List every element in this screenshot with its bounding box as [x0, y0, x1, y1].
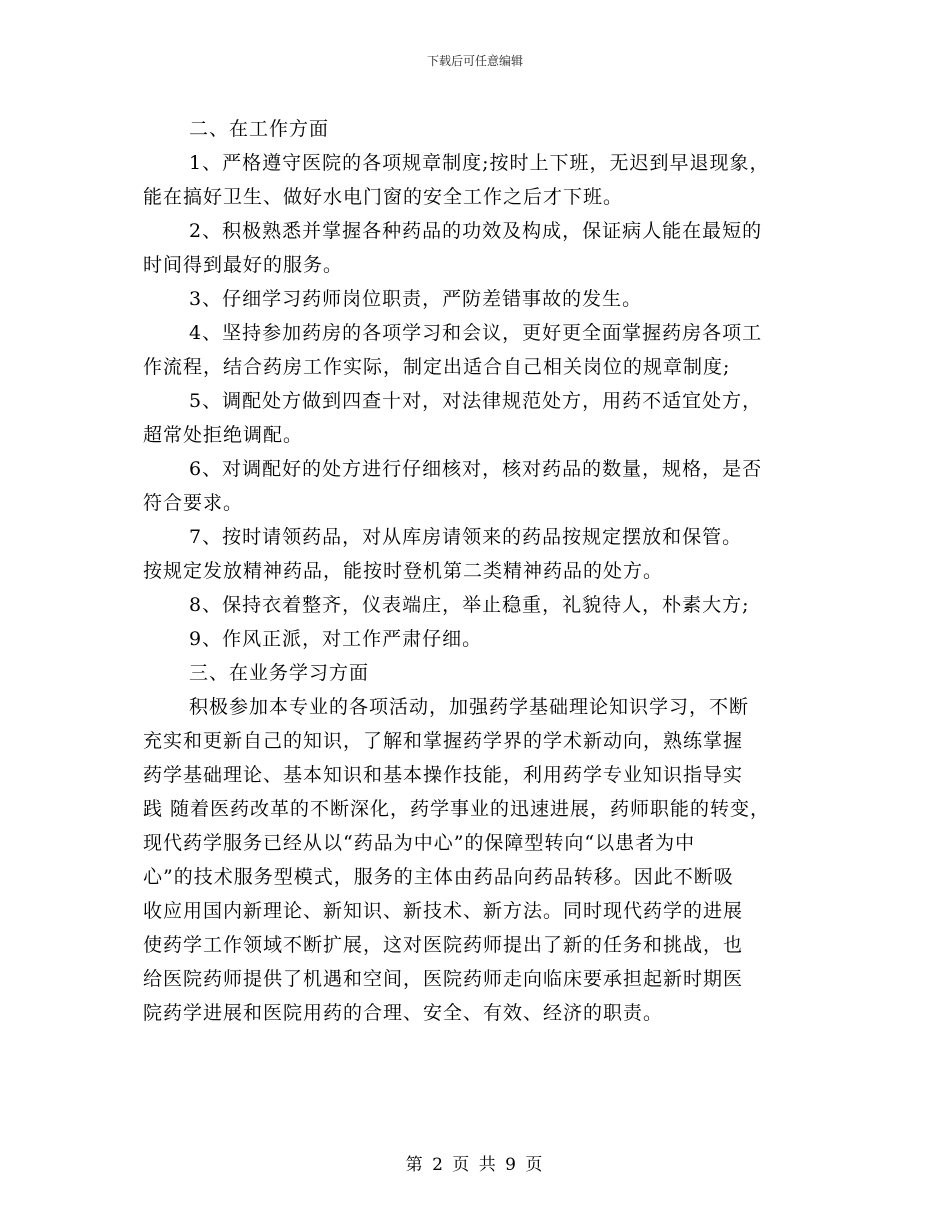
page-header: 下载后可任意编辑 [426, 54, 523, 68]
text-line: 1、严格遵守医院的各项规章制度;按时上下班，无迟到早退现象， [189, 152, 770, 174]
text-line: 给医院药师提供了机遇和空间，医院药师走向临床要承担起新时期医 [143, 968, 744, 990]
document-body [143, 112, 823, 1030]
text-line: 三、在业务学习方面 [189, 662, 370, 684]
text-line: 药学基础理论、基本知识和基本操作技能，利用药学专业知识指导实 [143, 764, 744, 786]
text-line: 院药学进展和医院用药的合理、安全、有效、经济的职责。 [143, 1002, 664, 1024]
text-line: 积极参加本专业的各项活动，加强药学基础理论知识学习，不断 [189, 696, 750, 718]
text-line: 符合要求。 [143, 492, 244, 514]
text-line: 6、对调配好的处方进行仔细核对，核对药品的数量，规格，是否 [189, 458, 763, 480]
text-line: 作流程，结合药房工作实际，制定出适合自己相关岗位的规章制度; [143, 356, 731, 378]
text-line: 充实和更新自己的知识，了解和掌握药学界的学术新动向，熟练掌握 [143, 730, 744, 752]
text-line: 5、调配处方做到四查十对，对法律规范处方，用药不适宜处方， [189, 390, 763, 412]
text-line: 心”的技术服务型模式，服务的主体由药品向药品转移。因此不断吸 [143, 866, 734, 888]
text-line: 9、作风正派，对工作严肃仔细。 [189, 628, 483, 650]
page-number-footer: 第 2 页 共 9 页 [405, 1155, 545, 1175]
text-line: 超常处拒绝调配。 [143, 424, 304, 446]
text-line: 8、保持衣着整齐，仪表端庄，举止稳重，礼貌待人，朴素大方; [189, 594, 750, 616]
text-line: 时间得到最好的服务。 [143, 254, 344, 276]
text-line: 使药学工作领域不断扩展，这对医院药师提出了新的任务和挑战，也 [143, 934, 744, 956]
text-line: 2、积极熟悉并掌握各种药品的功效及构成，保证病人能在最短的 [189, 220, 763, 242]
text-line: 二、在工作方面 [189, 118, 330, 140]
text-line: 收应用国内新理论、新知识、新技术、新方法。同时现代药学的进展 [143, 900, 744, 922]
text-line: 践 随着医药改革的不断深化，药学事业的迅速进展，药师职能的转变， [143, 798, 771, 820]
text-line: 4、坚持参加药房的各项学习和会议，更好更全面掌握药房各项工 [189, 322, 763, 344]
text-line: 按规定发放精神药品，能按时登机第二类精神药品的处方。 [143, 560, 664, 582]
text-line: 能在搞好卫生、做好水电门窗的安全工作之后才下班。 [143, 186, 624, 208]
text-line: 3、仔细学习药师岗位职责，严防差错事故的发生。 [189, 288, 643, 310]
text-line: 7、按时请领药品，对从库房请领来的药品按规定摆放和保管。 [189, 526, 743, 548]
text-line: 现代药学服务已经从以“药品为中心”的保障型转向“以患者为中 [143, 832, 696, 854]
